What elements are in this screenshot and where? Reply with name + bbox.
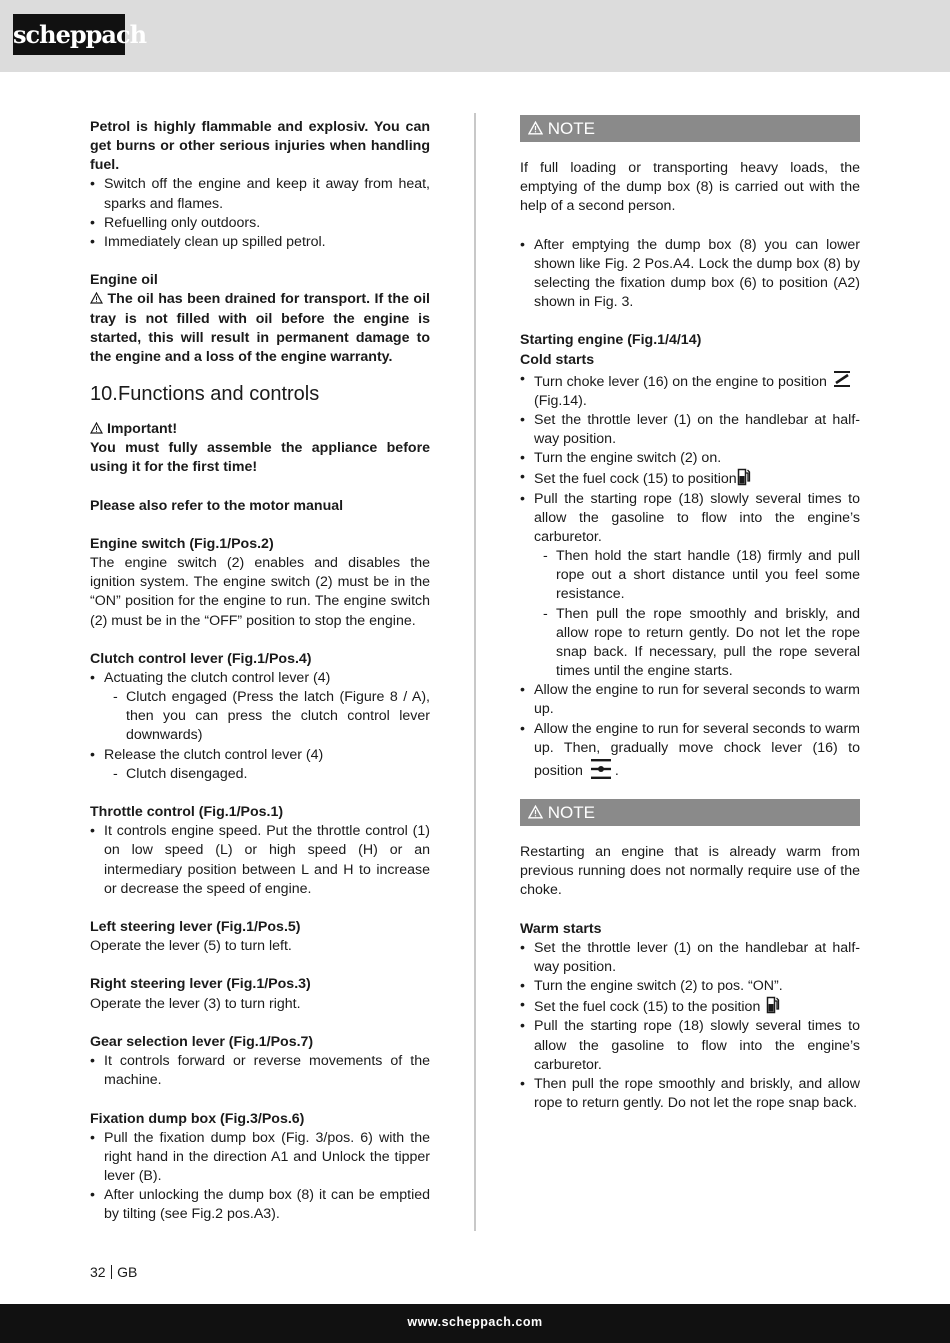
list-item: • Turn the engine switch (2) on. [520, 449, 860, 468]
choke-instruction: Turn choke lever (16) on the engine to position [534, 373, 827, 390]
fuel-pump-icon [766, 996, 780, 1014]
petrol-list [90, 175, 430, 252]
choke-open-instruction: Allow the engine to run for several seconds to warm up. Then, gradually move chock lever (16) to position [534, 720, 860, 779]
note-text: Restarting an engine that is already warm from previous running does not normally require use of the choke. [520, 843, 860, 899]
motor-manual-note: Please also refer to the motor manual [90, 497, 344, 514]
cold-starts-heading: Cold starts [520, 351, 595, 368]
sub-list-item: - Clutch disengaged. [90, 765, 430, 784]
list-item: • Pull the starting rope (18) slowly several times to allow the gasoline to flow into the engine’s carburetor. [520, 490, 860, 547]
section-number: 10. [90, 383, 118, 406]
list-item: • Actuating the clutch control lever (4) [90, 669, 430, 688]
choke-fig-ref: (Fig.14). [534, 392, 587, 409]
page-footer [0, 1304, 950, 1343]
engine-oil-warning-text: The oil has been drained for transport. If the oil tray is not filled with oil before the engine is started, this will result in permanent damage to the engine and a loss of the engine warranty. [90, 291, 430, 365]
note-label: NOTE [547, 119, 595, 138]
fixation-list [90, 1129, 430, 1225]
warning-triangle-icon [90, 292, 103, 304]
fuel-pump-icon [737, 468, 751, 486]
list-item: • Pull the starting rope (18) slowly several times to allow the gasoline to flow into the engine’s carburetor. [520, 1017, 860, 1074]
page-language: GB [117, 1264, 138, 1280]
choke-closed-icon [833, 370, 851, 388]
warm-starts-heading: Warm starts [520, 920, 602, 937]
gear-list [90, 1052, 430, 1090]
warning-triangle-icon [90, 422, 103, 434]
right-column [520, 115, 860, 1113]
list-item: • It controls forward or reverse movements of the machine. [90, 1052, 430, 1090]
important-label [90, 420, 430, 439]
list-item: • Release the clutch control lever (4) [90, 746, 430, 765]
throttle-heading: Throttle control (Fig.1/Pos.1) [90, 804, 284, 821]
list-item [520, 720, 860, 781]
note-banner [520, 115, 860, 142]
engine-switch-text: The engine switch (2) enables and disables the ignition system. The engine switch (2) must be in the “ON” position for the engine to run. The engine switch (2) must be in the “OFF” position to stop the engine. [90, 555, 430, 629]
page-number [90, 1264, 137, 1280]
starting-heading: Starting engine (Fig.1/4/14) [520, 332, 702, 349]
list-item: • Pull the fixation dump box (Fig. 3/pos. 6) with the right hand in the direction A1 and Unlock the tipper lever (B). [90, 1129, 430, 1186]
list-item [520, 370, 860, 411]
warning-triangle-icon [528, 121, 543, 135]
list-item: • Allow the engine to run for several seconds to warm up. [520, 681, 860, 719]
list-item: • Set the throttle lever (1) on the handlebar at half-way position. [520, 411, 860, 449]
brand-logo: scheppach [13, 14, 125, 55]
list-item: • After unlocking the dump box (8) it can be emptied by tilting (see Fig.2 pos.A3). [90, 1186, 430, 1224]
list-item [520, 468, 860, 489]
column-divider [474, 113, 476, 1231]
right-steering-text: Operate the lever (3) to turn right. [90, 995, 301, 1012]
clutch-list [90, 669, 430, 784]
list-item: • Refuelling only outdoors. [90, 214, 430, 233]
note-banner [520, 799, 860, 826]
fixation-heading: Fixation dump box (Fig.3/Pos.6) [90, 1110, 305, 1127]
note-text: If full loading or transporting heavy loads, the emptying of the dump box (8) is carried out with the help of a second person. [520, 160, 860, 215]
gear-heading: Gear selection lever (Fig.1/Pos.7) [90, 1033, 314, 1050]
warm-starts-list [520, 939, 860, 1113]
list-item: • Switch off the engine and keep it away from heat, sparks and flames. [90, 175, 430, 213]
list-item: • Set the throttle lever (1) on the handlebar at half-way position. [520, 939, 860, 977]
left-steering-heading: Left steering lever (Fig.1/Pos.5) [90, 919, 301, 935]
sub-list-item: - Clutch engaged (Press the latch (Figure 8 / A), then you can press the clutch control lever downwards) [90, 688, 430, 745]
engine-oil-heading: Engine oil [90, 272, 158, 289]
page-number-value: 32 [90, 1264, 106, 1280]
list-item [520, 996, 860, 1017]
footer-url[interactable]: www.scheppach.com [407, 1315, 543, 1329]
choke-open-end: . [614, 762, 619, 779]
important-label-text: Important! [106, 421, 178, 438]
list-item: • Turn the engine switch (2) to pos. “ON”. [520, 977, 860, 996]
list-item: • After emptying the dump box (8) you can lower shown like Fig. 2 Pos.A4. Lock the dump box (8) by selecting the fixation dump box (6) to position (A2) shown in Fig. 3. [520, 236, 860, 313]
cold-starts-list [520, 370, 860, 781]
important-text: You must fully assemble the appliance before using it for the first time! [90, 440, 430, 476]
left-column [90, 118, 430, 1224]
note-label: NOTE [547, 802, 595, 822]
dump-box-list [520, 236, 860, 313]
fuel-instruction: Set the fuel cock (15) to position [534, 471, 737, 488]
sub-list-item: - Then hold the start handle (18) firmly and pull rope out a short distance until you feel some resistance. [520, 547, 860, 604]
list-item: • It controls engine speed. Put the throttle control (1) on low speed (L) or high speed (H) or an intermediary position between L and H to increase or decrease the speed of engine. [90, 822, 430, 899]
left-steering-text: Operate the lever (5) to turn left. [90, 938, 292, 955]
list-item: • Then pull the rope smoothly and briskly, and allow rope to return gently. Do not let the rope snap back. [520, 1075, 860, 1113]
petrol-warning: Petrol is highly flammable and explosiv. You can get burns or other serious injuries when handling fuel. [90, 119, 430, 174]
engine-oil-warning [90, 290, 430, 367]
engine-switch-heading: Engine switch (Fig.1/Pos.2) [90, 535, 274, 552]
page-header [0, 0, 950, 72]
list-item: • Immediately clean up spilled petrol. [90, 233, 430, 252]
section-title [90, 381, 430, 407]
section-title-text: Functions and controls [118, 383, 320, 406]
sub-list-item: - Then pull the rope smoothly and briskly, and allow rope to return gently. Do not let the rope snap back. If necessary, pull the rope several times until the engine starts. [520, 605, 860, 682]
warning-triangle-icon [528, 805, 543, 819]
throttle-list [90, 822, 430, 899]
choke-open-icon [589, 758, 613, 780]
fuel-instruction: Set the fuel cock (15) to the position [534, 999, 761, 1016]
page-number-separator [111, 1265, 113, 1279]
clutch-heading: Clutch control lever (Fig.1/Pos.4) [90, 650, 312, 667]
right-steering-heading: Right steering lever (Fig.1/Pos.3) [90, 976, 311, 993]
